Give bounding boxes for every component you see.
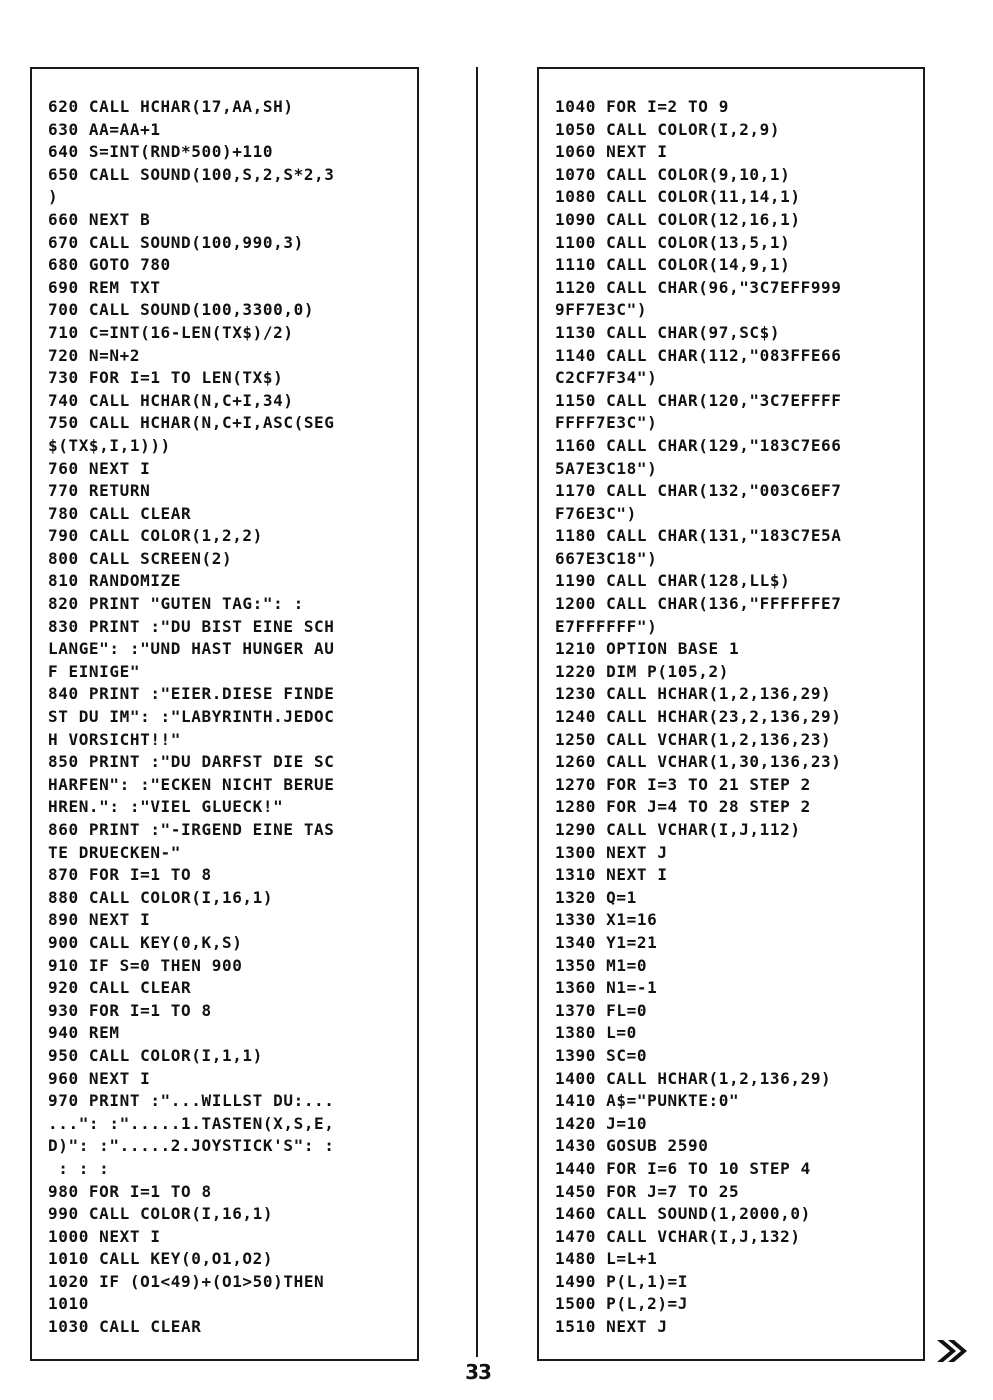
code-line: 1310 NEXT I: [555, 865, 668, 885]
code-line: 670 CALL SOUND(100,990,3): [48, 232, 304, 252]
code-line: 660 NEXT B: [48, 209, 151, 229]
code-line: 1410 A$="PUNKTE:0": [555, 1091, 740, 1111]
code-line: 980 FOR I=1 TO 8: [48, 1181, 212, 1201]
code-line: 1450 FOR J=7 TO 25: [555, 1181, 740, 1201]
code-line: 810 RANDOMIZE: [48, 571, 182, 591]
column-divider: [476, 67, 478, 1357]
code-line: 1250 CALL VCHAR(1,2,136,23): [555, 729, 832, 749]
code-line: 840 PRINT :"EIER.DIESE FINDE: [48, 684, 335, 704]
code-line: TE DRUECKEN-": [48, 842, 182, 862]
code-line: 650 CALL SOUND(100,S,2,S*2,3: [48, 164, 335, 184]
code-line: 850 PRINT :"DU DARFST DIE SC: [48, 752, 335, 772]
code-line: 710 C=INT(16-LEN(TX$)/2): [48, 322, 294, 342]
code-line: 1480 L=L+1: [555, 1249, 658, 1269]
code-line: 5A7E3C18"): [555, 458, 658, 478]
code-line: 630 AA=AA+1: [48, 119, 161, 139]
left-code-panel: [30, 67, 419, 1361]
code-line: 620 CALL HCHAR(17,AA,SH): [48, 97, 294, 116]
continue-arrow-icon: [935, 1338, 969, 1364]
code-line: 960 NEXT I: [48, 1068, 151, 1088]
code-line: 1100 CALL COLOR(13,5,1): [555, 232, 791, 252]
code-line: 970 PRINT :"...WILLST DU:...: [48, 1091, 335, 1111]
code-line: 950 CALL COLOR(I,1,1): [48, 1045, 263, 1065]
code-line: 1150 CALL CHAR(120,"3C7EFFFF: [555, 390, 842, 410]
code-line: H VORSICHT!!": [48, 729, 182, 749]
code-line: 1190 CALL CHAR(128,LL$): [555, 571, 791, 591]
code-line: 1090 CALL COLOR(12,16,1): [555, 209, 801, 229]
code-line: ): [48, 187, 59, 207]
code-line: LANGE": :"UND HAST HUNGER AU: [48, 639, 335, 659]
code-line: 1050 CALL COLOR(I,2,9): [555, 119, 781, 139]
code-line: ...": :".....1.TASTEN(X,S,E,: [48, 1113, 335, 1133]
code-line: 680 GOTO 780: [48, 255, 171, 275]
code-line: 1350 M1=0: [555, 955, 648, 975]
code-line: 1390 SC=0: [555, 1045, 648, 1065]
right-code-panel: [537, 67, 925, 1361]
code-line: 1180 CALL CHAR(131,"183C7E5A: [555, 526, 842, 546]
code-line: 1140 CALL CHAR(112,"083FFE66: [555, 345, 842, 365]
code-line: 1500 P(L,2)=J: [555, 1294, 689, 1314]
code-line: 940 REM: [48, 1023, 120, 1043]
page-number: 33: [465, 1360, 491, 1384]
code-line: 1510 NEXT J: [555, 1317, 668, 1337]
code-line: 640 S=INT(RND*500)+110: [48, 142, 274, 162]
code-line: 1270 FOR I=3 TO 21 STEP 2: [555, 774, 811, 794]
code-line: 780 CALL CLEAR: [48, 503, 192, 523]
code-line: 1060 NEXT I: [555, 142, 668, 162]
code-line: 820 PRINT "GUTEN TAG:": :: [48, 594, 304, 614]
code-line: 1470 CALL VCHAR(I,J,132): [555, 1226, 801, 1246]
code-line: 750 CALL HCHAR(N,C+I,ASC(SEG: [48, 413, 335, 433]
code-line: 1010 CALL KEY(0,O1,O2): [48, 1249, 274, 1269]
code-line: 800 CALL SCREEN(2): [48, 548, 233, 568]
code-line: 1290 CALL VCHAR(I,J,112): [555, 820, 801, 839]
left-code-listing: [48, 96, 335, 1339]
code-line: 700 CALL SOUND(100,3300,0): [48, 300, 315, 320]
code-line: 1460 CALL SOUND(1,2000,0): [555, 1204, 811, 1224]
code-line: 1080 CALL COLOR(11,14,1): [555, 187, 801, 207]
code-line: 910 IF S=0 THEN 900: [48, 955, 243, 975]
code-line: 1010: [48, 1294, 89, 1314]
code-line: 920 CALL CLEAR: [48, 978, 192, 998]
code-line: 1130 CALL CHAR(97,SC$): [555, 322, 781, 342]
code-line: 1170 CALL CHAR(132,"003C6EF7: [555, 481, 842, 501]
code-line: 1260 CALL VCHAR(1,30,136,23): [555, 752, 842, 772]
code-line: 870 FOR I=1 TO 8: [48, 865, 212, 885]
code-line: 1200 CALL CHAR(136,"FFFFFFE7: [555, 594, 842, 614]
code-line: 790 CALL COLOR(1,2,2): [48, 526, 263, 546]
code-line: 1120 CALL CHAR(96,"3C7EFF999: [555, 277, 842, 297]
code-line: C2CF7F34"): [555, 368, 658, 388]
code-line: 730 FOR I=1 TO LEN(TX$): [48, 368, 284, 388]
code-line: 690 REM TXT: [48, 277, 161, 297]
code-line: F76E3C"): [555, 503, 637, 523]
code-line: 1210 OPTION BASE 1: [555, 639, 740, 659]
code-line: 990 CALL COLOR(I,16,1): [48, 1204, 274, 1224]
code-line: 1420 J=10: [555, 1113, 648, 1133]
code-line: 1000 NEXT I: [48, 1226, 161, 1246]
code-line: 1160 CALL CHAR(129,"183C7E66: [555, 435, 842, 455]
code-line: 1040 FOR I=2 TO 9: [555, 97, 729, 116]
code-line: 1230 CALL HCHAR(1,2,136,29): [555, 684, 832, 704]
code-line: 1400 CALL HCHAR(1,2,136,29): [555, 1068, 832, 1088]
code-line: 1490 P(L,1)=I: [555, 1271, 689, 1291]
code-line: 770 RETURN: [48, 481, 151, 501]
code-line: F EINIGE": [48, 661, 141, 681]
code-line: 9FF7E3C"): [555, 300, 648, 320]
code-line: 1320 Q=1: [555, 887, 637, 907]
code-line: 720 N=N+2: [48, 345, 141, 365]
code-line: FFFF7E3C"): [555, 413, 658, 433]
code-line: HREN.": :"VIEL GLUECK!": [48, 797, 284, 817]
code-line: 1280 FOR J=4 TO 28 STEP 2: [555, 797, 811, 817]
code-line: E7FFFFFF"): [555, 616, 658, 636]
code-line: $(TX$,I,1))): [48, 435, 171, 455]
code-line: 740 CALL HCHAR(N,C+I,34): [48, 390, 294, 410]
code-line: 1220 DIM P(105,2): [555, 661, 729, 681]
code-line: 1340 Y1=21: [555, 932, 658, 952]
code-line: 760 NEXT I: [48, 458, 151, 478]
right-code-listing: [555, 96, 842, 1339]
code-line: 1110 CALL COLOR(14,9,1): [555, 255, 791, 275]
code-line: 1300 NEXT J: [555, 842, 668, 862]
code-line: 890 NEXT I: [48, 910, 151, 930]
code-line: 1380 L=0: [555, 1023, 637, 1043]
code-line: 667E3C18"): [555, 548, 658, 568]
code-line: 1070 CALL COLOR(9,10,1): [555, 164, 791, 184]
code-line: 860 PRINT :"-IRGEND EINE TAS: [48, 820, 335, 839]
code-line: ST DU IM": :"LABYRINTH.JEDOC: [48, 707, 335, 727]
code-line: 930 FOR I=1 TO 8: [48, 1000, 212, 1020]
code-line: 1330 X1=16: [555, 910, 658, 930]
code-line: 1430 GOSUB 2590: [555, 1136, 709, 1156]
code-line: 1360 N1=-1: [555, 978, 658, 998]
code-line: 1440 FOR I=6 TO 10 STEP 4: [555, 1158, 811, 1178]
code-line: 1030 CALL CLEAR: [48, 1317, 202, 1337]
code-line: : : :: [48, 1158, 110, 1178]
code-line: 830 PRINT :"DU BIST EINE SCH: [48, 616, 335, 636]
code-line: 1240 CALL HCHAR(23,2,136,29): [555, 707, 842, 727]
code-line: 900 CALL KEY(0,K,S): [48, 932, 243, 952]
code-line: HARFEN": :"ECKEN NICHT BERUE: [48, 774, 335, 794]
code-line: D)": :".....2.JOYSTICK'S": :: [48, 1136, 335, 1156]
code-line: 1370 FL=0: [555, 1000, 648, 1020]
code-line: 880 CALL COLOR(I,16,1): [48, 887, 274, 907]
code-line: 1020 IF (O1<49)+(O1>50)THEN: [48, 1271, 325, 1291]
